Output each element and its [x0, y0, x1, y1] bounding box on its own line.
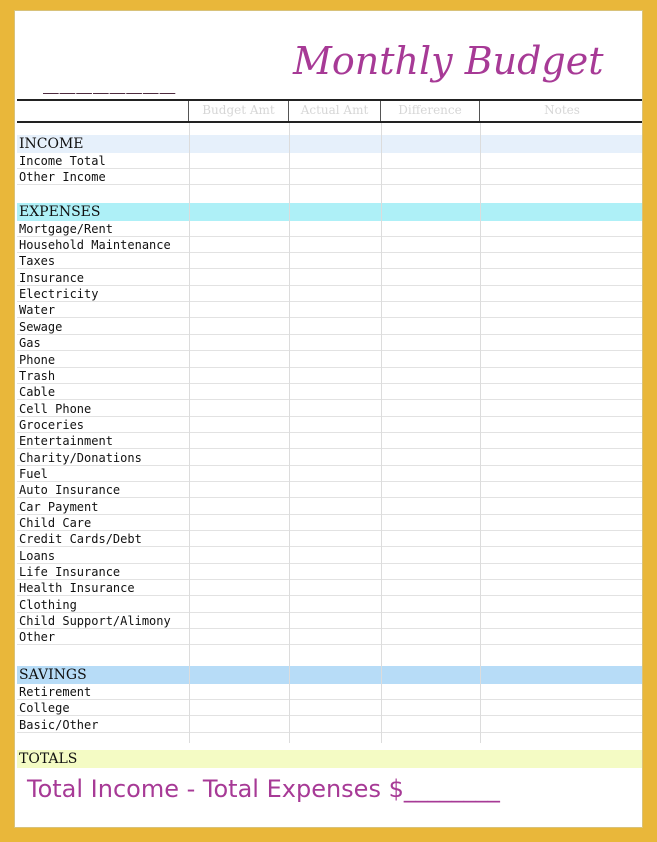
budget-row[interactable]: Child Care: [17, 515, 642, 531]
column-header-category: [17, 101, 189, 121]
totals-summary-line: Total Income - Total Expenses $________: [27, 775, 500, 803]
budget-row[interactable]: Income Total: [17, 153, 642, 169]
budget-sheet: [14, 10, 643, 828]
budget-row[interactable]: Trash: [17, 368, 642, 384]
budget-row[interactable]: Household Maintenance: [17, 237, 642, 253]
budget-row[interactable]: Car Payment: [17, 499, 642, 515]
budget-row[interactable]: Other Income: [17, 169, 642, 185]
column-header-budget: Budget Amt: [189, 101, 289, 121]
budget-row[interactable]: Charity/Donations: [17, 450, 642, 466]
budget-row[interactable]: Retirement: [17, 684, 642, 700]
budget-row[interactable]: Clothing: [17, 597, 642, 613]
budget-row[interactable]: Electricity: [17, 286, 642, 302]
column-divider: [289, 123, 290, 743]
section-header-income: INCOME: [17, 135, 642, 153]
budget-row[interactable]: Insurance: [17, 270, 642, 286]
budget-row[interactable]: Life Insurance: [17, 564, 642, 580]
budget-row[interactable]: Taxes: [17, 253, 642, 269]
budget-row[interactable]: Child Support/Alimony: [17, 613, 642, 629]
budget-row[interactable]: Other: [17, 629, 642, 645]
budget-row[interactable]: Groceries: [17, 417, 642, 433]
section-header-savings: SAVINGS: [17, 666, 642, 684]
budget-row[interactable]: Cable: [17, 384, 642, 400]
budget-row[interactable]: Entertainment: [17, 433, 642, 449]
budget-row[interactable]: Fuel: [17, 466, 642, 482]
page-title: Monthly Budget: [293, 39, 604, 83]
budget-row[interactable]: Credit Cards/Debt: [17, 531, 642, 547]
budget-row[interactable]: Auto Insurance: [17, 482, 642, 498]
budget-row[interactable]: Health Insurance: [17, 580, 642, 596]
column-header-notes: Notes: [544, 103, 580, 117]
budget-row[interactable]: Mortgage/Rent: [17, 221, 642, 237]
section-header-totals: TOTALS: [17, 750, 642, 768]
column-divider: [480, 123, 481, 743]
budget-row[interactable]: Phone: [17, 352, 642, 368]
budget-row[interactable]: Gas: [17, 335, 642, 351]
budget-row[interactable]: Loans: [17, 548, 642, 564]
column-header-row: [17, 99, 643, 123]
column-header-difference: Difference: [381, 101, 480, 121]
name-blank-line: ________: [43, 65, 177, 95]
budget-row[interactable]: Basic/Other: [17, 717, 642, 733]
column-header-actual: Actual Amt: [289, 101, 381, 121]
budget-row[interactable]: Water: [17, 302, 642, 318]
budget-row[interactable]: Sewage: [17, 319, 642, 335]
column-divider: [189, 123, 190, 743]
budget-row[interactable]: College: [17, 700, 642, 716]
section-header-expenses: EXPENSES: [17, 203, 642, 221]
column-divider: [381, 123, 382, 743]
budget-row[interactable]: Cell Phone: [17, 401, 642, 417]
